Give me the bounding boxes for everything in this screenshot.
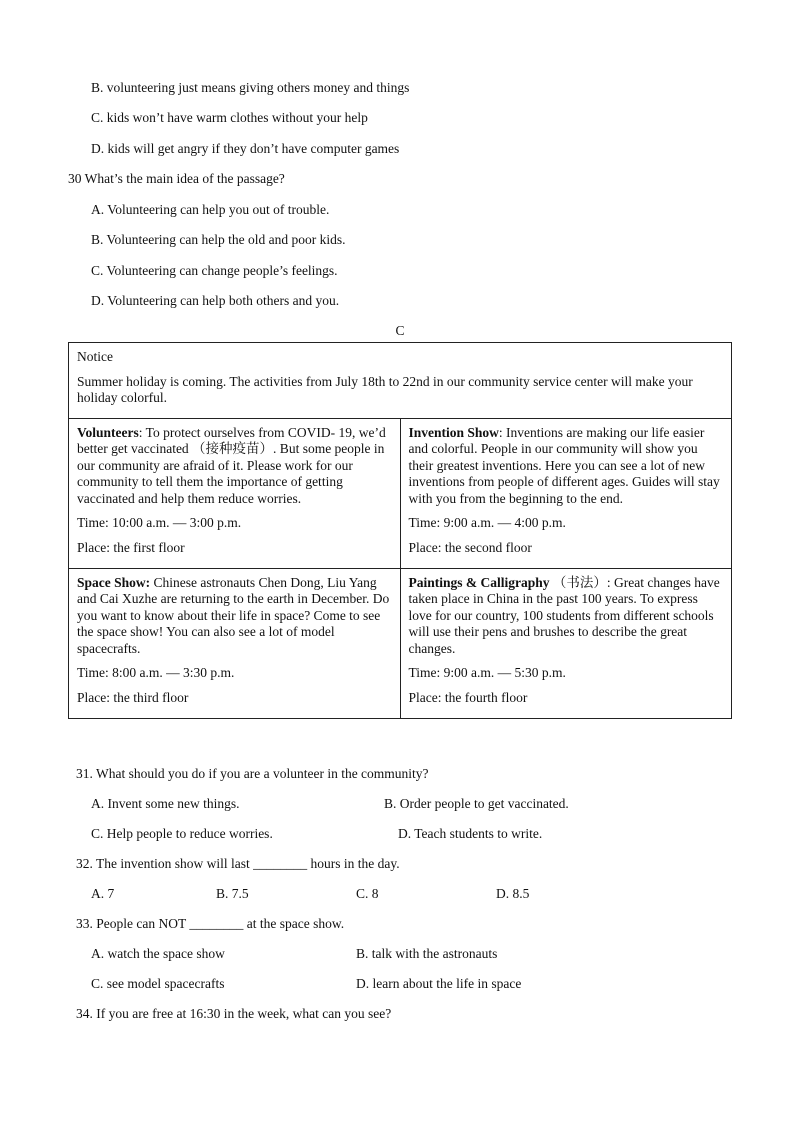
- q30-option-c: C. Volunteering can change people’s feelings.: [91, 263, 338, 278]
- q32-option-a: A. 7: [91, 886, 115, 901]
- q34-stem: 34. If you are free at 16:30 in the week, what can you see?: [76, 1006, 392, 1021]
- notice-table: [68, 342, 732, 719]
- notice-cell-volunteers: [69, 418, 401, 568]
- q29-option-c: C. kids won’t have warm clothes without your help: [91, 110, 368, 125]
- cell-place: Place: the fourth floor: [408, 689, 528, 705]
- q31-option-a: A. Invent some new things.: [91, 796, 240, 811]
- cell-text: [409, 575, 724, 658]
- notice-intro: Summer holiday is coming. The activities from July 18th to 22nd in our community service center will make your holiday colorful.: [77, 373, 693, 405]
- cell-text: [409, 425, 724, 508]
- cell-time: Time: 9:00 a.m. — 4:00 p.m.: [408, 515, 566, 531]
- q30-option-a: A. Volunteering can help you out of trouble.: [91, 202, 330, 217]
- q33-option-a: A. watch the space show: [91, 946, 225, 961]
- notice-title: Notice: [77, 349, 113, 364]
- notice-cell-space-show: [69, 568, 401, 718]
- cell-time: Time: 9:00 a.m. — 5:30 p.m.: [408, 665, 566, 681]
- cell-text: [77, 575, 392, 658]
- q31-option-b: B. Order people to get vaccinated.: [384, 796, 569, 811]
- cell-place: Place: the first floor: [77, 539, 185, 555]
- q32-option-d: D. 8.5: [496, 886, 530, 901]
- q31-stem: 31. What should you do if you are a volunteer in the community?: [76, 766, 429, 781]
- cell-heading: Volunteers: [77, 424, 139, 440]
- cell-description: （书法）: Great changes have taken place in China in the past 100 years. To express love for our country, 100 students from different schools will use their pens and brushes to describe the great changes.: [408, 574, 720, 656]
- q31-option-d: D. Teach students to write.: [398, 826, 543, 841]
- q32-option-b: B. 7.5: [216, 886, 249, 901]
- q31-option-c: C. Help people to reduce worries.: [91, 826, 273, 841]
- cell-heading: Invention Show: [408, 424, 499, 440]
- cell-text: [77, 425, 392, 508]
- cell-heading: Paintings & Calligraphy: [408, 574, 550, 590]
- cell-place: Place: the third floor: [77, 689, 189, 705]
- cell-heading: Space Show:: [77, 574, 151, 590]
- notice-header: [69, 343, 732, 419]
- cell-place: Place: the second floor: [408, 539, 532, 555]
- q30-stem: 30 What’s the main idea of the passage?: [68, 171, 285, 186]
- cell-time: Time: 8:00 a.m. — 3:30 p.m.: [77, 665, 235, 681]
- q33-stem: 33. People can NOT ________ at the space show.: [76, 916, 345, 931]
- q33-option-d: D. learn about the life in space: [356, 976, 522, 991]
- q33-option-c: C. see model spacecrafts: [91, 976, 225, 991]
- q33-option-b: B. talk with the astronauts: [356, 946, 498, 961]
- section-label: C: [395, 323, 405, 338]
- cell-time: Time: 10:00 a.m. — 3:00 p.m.: [77, 515, 242, 531]
- cell-description: : To protect ourselves from COVID- 19, we’d better get vaccinated （接种疫苗）. But some people in our community are afraid of it. Please work for our community to tell them the importance of getting vaccinated and help them reduce worries.: [77, 424, 386, 506]
- q29-option-b: B. volunteering just means giving others money and things: [91, 80, 410, 95]
- cell-description: : Inventions are making our life easier and colorful. People in our community will show you their greatest inventions. Here you can see a lot of new inventions from people of different ages. Guides will stay with you from the beginning to the end.: [408, 424, 720, 506]
- notice-cell-invention-show: [400, 418, 732, 568]
- q30-option-d: D. Volunteering can help both others and you.: [91, 293, 340, 308]
- notice-cell-paintings: [400, 568, 732, 718]
- cell-description: Chinese astronauts Chen Dong, Liu Yang and Cai Xuzhe are returning to the earth in December. Do you want to know about their life in space? Come to see the space show! You can also see a lot of model spacecrafts.: [77, 574, 390, 656]
- q30-option-b: B. Volunteering can help the old and poor kids.: [91, 232, 346, 247]
- q32-stem: 32. The invention show will last ________ hours in the day.: [76, 856, 400, 871]
- q32-option-c: C. 8: [356, 886, 379, 901]
- q29-option-d: D. kids will get angry if they don’t have computer games: [91, 141, 400, 156]
